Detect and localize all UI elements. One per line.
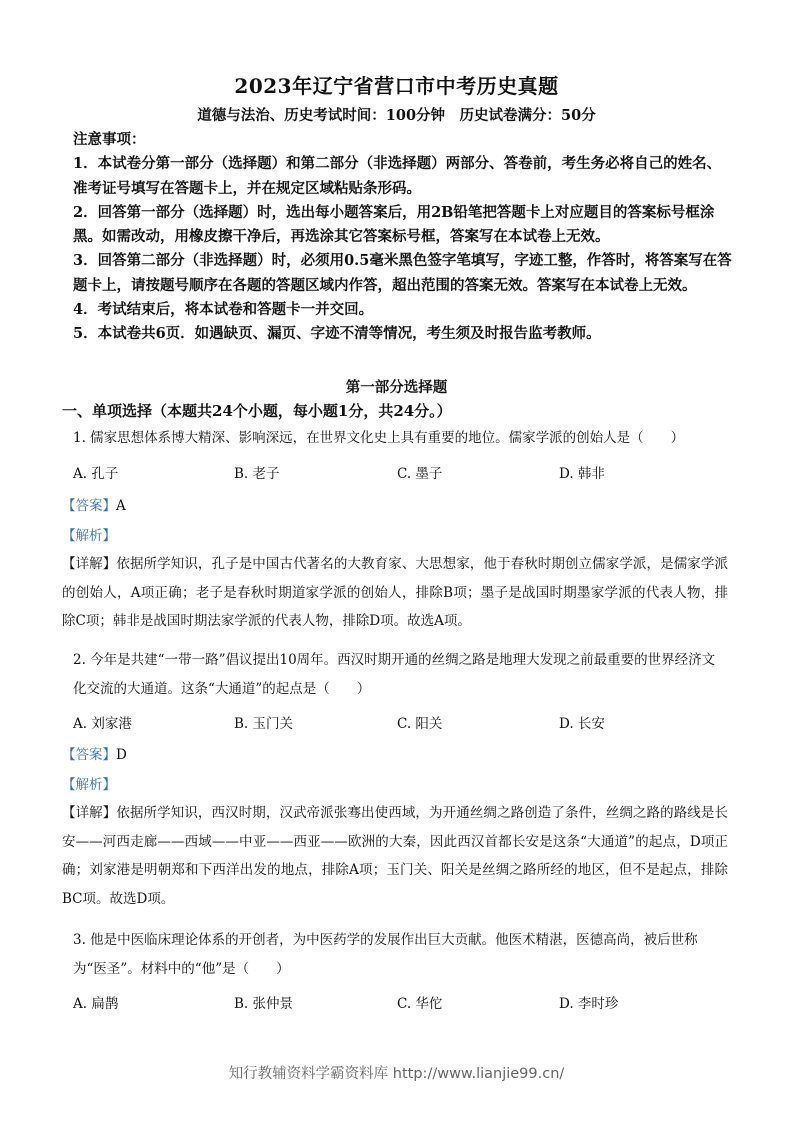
answer-line [62,494,126,514]
answer-value: D [116,747,127,763]
answer-label: 【答案】 [62,747,116,763]
option: B. 玉门关 [234,716,294,732]
detail-label: 【详解】 [62,556,117,572]
detail-text: 依据所学知识，西汉时期，汉武帝派张骞出使西域，为开通丝绸之路创造了条件，丝绸之路的路线是长安——河西走廊——西域——中亚——西亚——欧洲的大秦，因此西汉首都长安是这条“大通道”的起点，D项正确；刘家港是明朝郑和下西洋出发的地点，排除A项；玉门关、阳关是丝绸之路所经的地区，但不是起点，排除BC项。故选D项。 [62,805,728,907]
analysis-label: 【解析】 [62,528,116,544]
answer-label: 【答案】 [62,498,116,514]
notice-block [73,128,733,347]
notice-item: 2．回答第一部分（选择题）时，选出每小题答案后，用2B铅笔把答题卡上对应题目的答案标号框涂黑。如需改动，用橡皮擦干净后，再选涂其它答案标号框，答案写在本试卷上无效。 [73,203,715,246]
notice-item: 3．回答第二部分（非选择题）时，必须用0.5毫米黑色签字笔填写，字迹工整，作答时，将答案写在答题卡上，请按题号顺序在各题的答题区域内作答，超出范围的答案无效。答案写在本试卷上无效。 [73,252,732,294]
question-stem: 1. 儒家思想体系博大精深、影响深远，在世界文化史上具有重要的地位。儒家学派的创始人是（ ） [73,430,685,446]
option: C. 阳关 [397,716,443,732]
option: C. 华佗 [397,996,443,1012]
option: C. 墨子 [397,466,443,482]
section-title: 第一部分选择题 [345,379,448,396]
detail-block [62,550,728,636]
option: D. 李时珍 [559,996,619,1012]
option: A. 孔子 [73,466,119,482]
part-title: 一、单项选择（本题共24个小题，每小题1分，共24分。） [62,402,452,420]
detail-block [62,799,728,913]
detail-text: 依据所学知识，孔子是中国古代著名的大教育家、大思想家，他于春秋时期创立儒家学派，是儒家学派的创始人，A项正确；老子是春秋时期道家学派的创始人，排除B项；墨子是战国时期墨家学派的代表人物，排除C项；韩非是战国时期法家学派的代表人物，排除D项。故选A项。 [62,556,728,629]
answer-value: A [116,498,126,514]
option: D. 韩非 [559,466,605,482]
option: B. 老子 [234,466,280,482]
answer-line [62,743,127,763]
option: D. 长安 [559,716,605,732]
question-stem: 3. 他是中医临床理论体系的开创者，为中医药学的发展作出巨大贡献。他医术精湛，医德高尚，被后世称为“医圣”。材料中的“他”是（ ） [73,932,698,977]
detail-label: 【详解】 [62,805,117,821]
notice-item: 5．本试卷共6页．如遇缺页、漏页、字迹不清等情况，考生须及时报告监考教师。 [73,325,601,343]
footer-watermark: 知行教辅资料学霸资料库 http://www.lianjie99.cn/ [228,1066,565,1082]
question-stem: 2. 今年是共建“一带一路”倡议提出10周年。西汉时期开通的丝绸之路是地理大发现之前最重要的世界经济文化交流的大通道。这条“大通道”的起点是（ ） [73,652,716,697]
option: B. 张仲景 [234,996,294,1012]
analysis-label: 【解析】 [62,777,116,793]
exam-info: 道德与法治、历史考试时间：100分钟 历史试卷满分：50分 [197,107,596,124]
page-title: 2023年辽宁省营口市中考历史真题 [234,74,559,98]
notice-heading: 注意事项： [73,131,146,148]
notice-item: 1．本试卷分第一部分（选择题）和第二部分（非选择题）两部分、答卷前，考生务必将自己的姓名、准考证号填写在答题卡上，并在规定区域粘贴条形码。 [73,155,722,197]
notice-item: 4．考试结束后，将本试卷和答题卡一并交回。 [73,301,374,319]
option: A. 扁鹊 [73,996,119,1012]
option: A. 刘家港 [73,716,132,732]
